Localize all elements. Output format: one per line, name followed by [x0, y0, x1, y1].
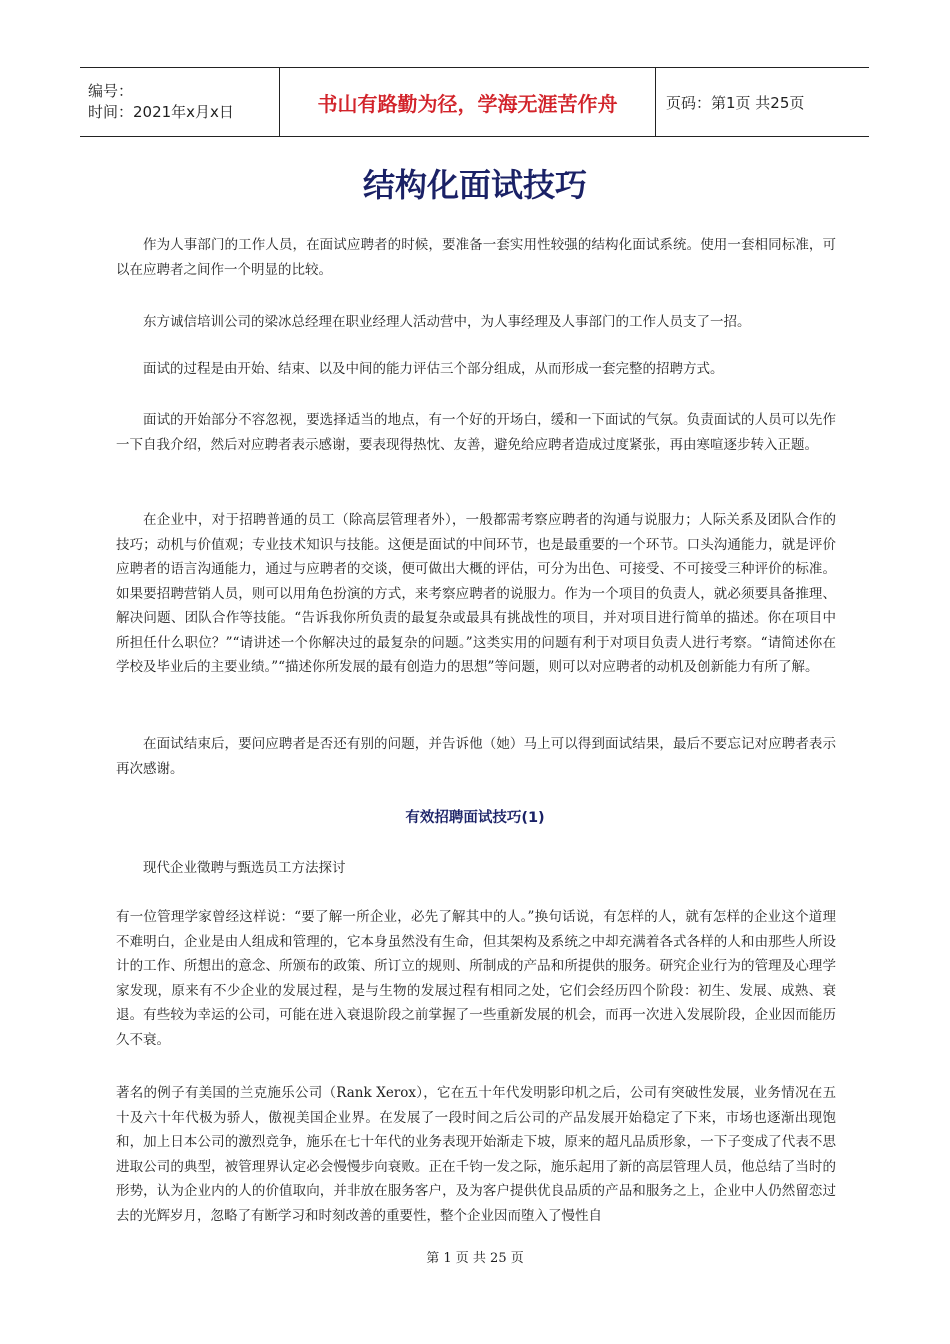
body-paragraph: 作为人事部门的工作人员，在面试应聘者的时候，要准备一套实用性较强的结构化面试系统。使用一套相同标准，可以在应聘者之间作一个明显的比较。: [116, 237, 836, 278]
document-time-label: 时间：2021年x月x日: [88, 103, 234, 121]
body-paragraph-7-block: [116, 905, 836, 1052]
lead-line: 现代企业徵聘与甄选员工方法探讨: [143, 860, 346, 876]
header-motto: 书山有路勤为径，学海无涯苦作舟: [317, 91, 618, 116]
body-paragraph: 在面试结束后，要问应聘者是否还有别的问题，并告诉他（她）马上可以得到面试结果，最后不要忘记对应聘者表示再次感谢。: [116, 736, 836, 777]
body-paragraph: 面试的过程是由开始、结束、以及中间的能力评估三个部分组成，从而形成一套完整的招聘方式。: [143, 361, 724, 377]
body-paragraph: 有一位管理学家曾经这样说：“要了解一所企业，必先了解其中的人。”换句话说，有怎样的人，就有怎样的企业这个道理不难明白，企业是由人组成和管理的，它本身虽然没有生命，但其架构及系统之中却充满着各式各样的人和由那些人所设计的工作、所想出的意念、所颁布的政策、所订立的规则、所制成的产品和所提供的服务。研究企业行为的管理及心理学家发现，原来有不少企业的发展过程，是与生物的发展过程有相同之处，它们会经历四个阶段：初生、发展、成熟、衰退。有些较为幸运的公司，可能在进入衰退阶段之前掌握了一些重新发展的机会，而再一次进入发展阶段，企业因而能历久不衰。: [116, 909, 836, 1048]
lead-line-block: [116, 856, 836, 881]
section-subheading: 有效招聘面试技巧(1): [405, 810, 545, 826]
body-paragraph-2-block: [116, 310, 836, 335]
body-paragraph-1-block: [116, 233, 836, 282]
header-page-label: 页码：第1页 共25页: [666, 93, 805, 112]
body-paragraph: 东方诚信培训公司的梁冰总经理在职业经理人活动营中，为人事经理及人事部门的工作人员支了一招。: [143, 314, 751, 330]
document-title: 结构化面试技巧: [362, 166, 587, 204]
header-meta-cell: [80, 68, 280, 136]
document-number-label: 编号：: [88, 82, 134, 100]
body-paragraph: 著名的例子有美国的兰克施乐公司（Rank Xerox），它在五十年代发明影印机之后，公司有突破性发展，业务情况在五十及六十年代极为骄人，傲视美国企业界。在发展了一段时间之后公司的产品发展开始稳定了下来，市场也逐渐出现饱和，加上日本公司的激烈竞争，施乐在七十年代的业务表现开始渐走下坡，原来的超凡品质形象，一下子变成了代表不思进取公司的典型，被管理界认定必会慢慢步向衰败。正在千钧一发之际，施乐起用了新的高层管理人员，他总结了当时的形势，认为企业内的人的价值取向，并非放在服务客户，及为客户提供优良品质的产品和服务之上，企业中人仍然留恋过去的光辉岁月，忽略了有断学习和时刻改善的重要性，整个企业因而堕入了慢性自: [116, 1085, 836, 1224]
header-motto-cell: [280, 68, 656, 136]
body-paragraph: 在企业中，对于招聘普通的员工（除高层管理者外），一般都需考察应聘者的沟通与说服力；人际关系及团队合作的技巧；动机与价值观；专业技术知识与技能。这便是面试的中间环节，也是最重要的一个环节。口头沟通能力，就是评价应聘者的语言沟通能力，通过与应聘者的交谈，便可做出大概的评估，可分为出色、可接受、不可接受三种评价的标准。如果要招聘营销人员，则可以用角色扮演的方式，来考察应聘者的说服力。作为一个项目的负责人，就必须要具备推理、解决问题、团队合作等技能。“告诉我你所负责的最复杂或最具有挑战性的项目，并对项目进行简单的描述。你在项目中所担任什么职位？”“请讲述一个你解决过的最复杂的问题。”这类实用的问题有利于对项目负责人进行考察。“请简述你在学校及毕业后的主要业绩。”“描述你所发展的最有创造力的思想”等问题，则可以对应聘者的动机及创新能力有所了解。: [116, 512, 836, 675]
body-paragraph-8-block: [116, 1081, 836, 1228]
body-paragraph-3-block: [116, 357, 836, 382]
header-table: [80, 67, 869, 137]
body-paragraph-4-block: [116, 408, 836, 457]
page-footer: 第 1 页 共 25 页: [426, 1251, 524, 1266]
body-paragraph: 面试的开始部分不容忽视，要选择适当的地点，有一个好的开场白，缓和一下面试的气氛。负责面试的人员可以先作一下自我介绍，然后对应聘者表示感谢，要表现得热忱、友善，避免给应聘者造成过度紧张，再由寒喧逐步转入正题。: [116, 412, 836, 453]
body-paragraph-6-block: [116, 732, 836, 781]
body-paragraph-5-block: [116, 508, 836, 680]
header-page-cell: [656, 68, 869, 136]
